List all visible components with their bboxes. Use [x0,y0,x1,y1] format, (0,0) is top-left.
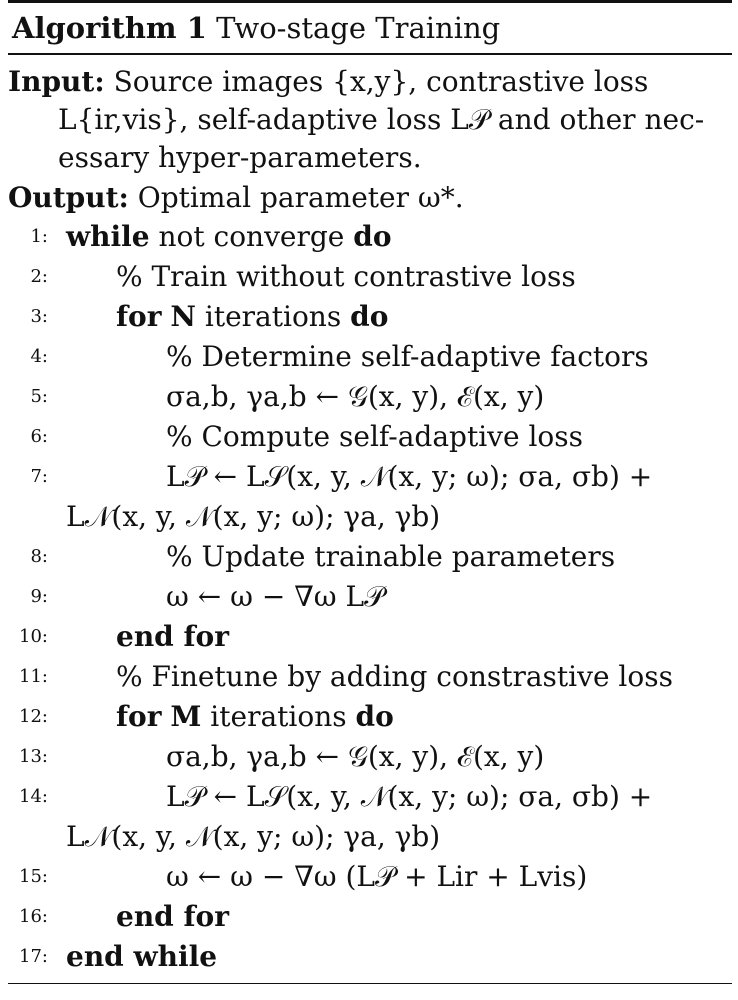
input-line-3: essary hyper-parameters. [58,140,422,174]
algorithm-label: Algorithm 1 [12,11,207,45]
line-text: end for [116,899,229,933]
line-text: end for [116,619,229,653]
line-text: % Train without contrastive loss [116,259,576,293]
line-number: 10: [19,625,48,647]
algo-line-12 [8,697,732,737]
line-number: 9: [30,585,48,607]
algo-line-15 [8,857,732,897]
line-number: 5: [30,385,48,407]
algorithm-title [8,3,732,53]
algo-line-1 [8,217,732,257]
input-line-1-text: Source images {x,y}, contrastive loss [113,64,649,98]
line-number: 4: [30,345,48,367]
output-text: Optimal parameter ω*. [137,180,464,214]
line-text: ω ← ω − ∇ω (L𝒫 + Lir + Lvis) [166,859,588,893]
algo-line-17 [8,937,732,977]
algo-line-7-cont [8,497,732,537]
line-number: 15: [19,865,48,887]
algo-line-6 [8,417,732,457]
algo-line-13 [8,737,732,777]
input-label: Input: [8,64,105,98]
bottom-rule [8,983,732,985]
line-number: 7: [30,465,48,487]
input-block [8,63,732,177]
line-number: 11: [19,665,48,687]
output-label: Output: [8,180,129,214]
input-line-1 [8,63,732,101]
line-text: σa,b, γa,b ← 𝒢(x, y), ℰ(x, y) [166,739,545,773]
line-number: 8: [30,545,48,567]
line-text: % Compute self-adaptive loss [166,419,584,453]
algo-line-4 [8,337,732,377]
output-block [8,179,732,217]
line-text: for N iterations do [116,299,389,333]
algo-line-3 [8,297,732,337]
algo-line-7 [8,457,732,497]
line-text: L𝒫 ← L𝒮(x, y, 𝒩(x, y; ω); σa, σb) + [166,459,653,493]
algo-line-16 [8,897,732,937]
algo-line-14-cont [8,817,732,857]
line-text: for M iterations do [116,699,394,733]
algorithm-lines [8,217,732,977]
line-text: ω ← ω − ∇ω L𝒫 [166,579,385,613]
input-line-2: L{ir,vis}, self-adaptive loss L𝒫 and other nec- [58,102,705,136]
line-text: % Update trainable parameters [166,539,616,573]
line-number: 6: [30,425,48,447]
line-number: 12: [19,705,48,727]
algo-line-5 [8,377,732,417]
line-continuation: L𝒩(x, y, 𝒩(x, y; ω); γa, γb) [66,819,441,853]
line-number: 1: [30,225,48,247]
line-number: 13: [19,745,48,767]
line-text: % Determine self-adaptive factors [166,339,649,373]
algorithm-name: Two-stage Training [216,11,501,45]
algo-line-11 [8,657,732,697]
line-number: 3: [30,305,48,327]
algorithm-box [8,0,732,984]
line-text: % Finetune by adding constrastive loss [116,659,673,693]
line-text: L𝒫 ← L𝒮(x, y, 𝒩(x, y; ω); σa, σb) + [166,779,653,813]
line-continuation: L𝒩(x, y, 𝒩(x, y; ω); γa, γb) [66,499,441,533]
line-text: end while [66,939,218,973]
algo-line-2 [8,257,732,297]
line-number: 16: [19,905,48,927]
line-number: 17: [19,945,48,967]
line-number: 14: [19,785,48,807]
line-text: σa,b, γa,b ← 𝒢(x, y), ℰ(x, y) [166,379,545,413]
algo-line-14 [8,777,732,817]
algo-line-10 [8,617,732,657]
line-text: while not converge do [66,219,392,253]
algo-line-8 [8,537,732,577]
algo-line-9 [8,577,732,617]
line-number: 2: [30,265,48,287]
